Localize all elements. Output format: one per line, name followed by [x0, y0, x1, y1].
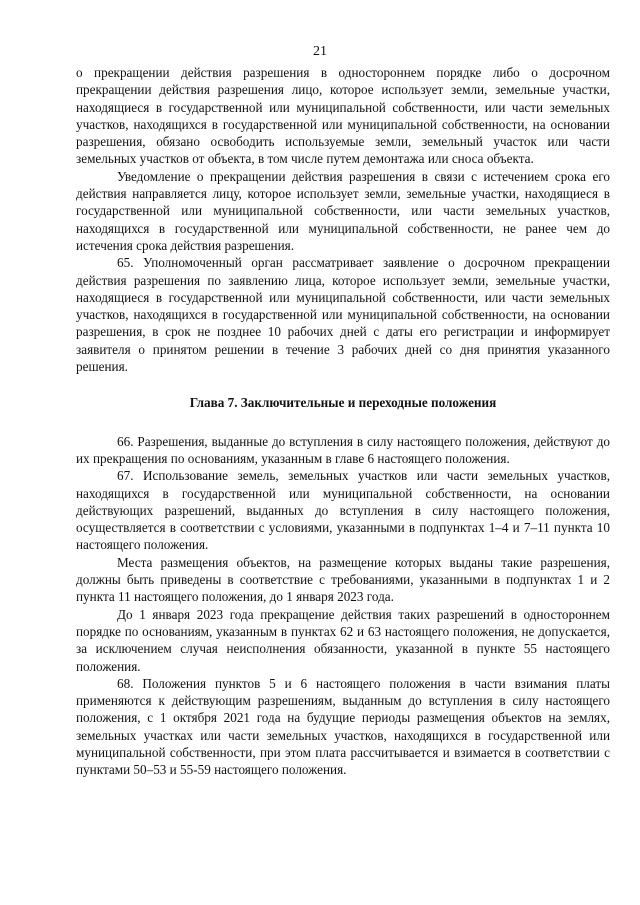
paragraph-66: 66. Разрешения, выданные до вступления в силу настоящего положения, действуют до их прекращения по основаниям, указанным в главе 6 настоящего положения.	[76, 433, 610, 466]
paragraph-67: 67. Использование земель, земельных участков или части земельных участков, находящихся в государственной или муниципальной собственности, на основании действующих разрешений, выданных до вступления в силу настоящего положения, осуществляется в соответствии с условиями, указанными в подпунктах 1–4 и 7–11 пункта 10 настоящего положения.	[76, 468, 610, 553]
paragraph-2023-deadline: До 1 января 2023 года прекращение действия таких разрешений в одностороннем порядке по основаниям, указанным в пунктах 62 и 63 настоящего положения, не допускается, за исключением случая неисполнения обязанности, указанной в пункте 55 настоящего положения.	[76, 606, 610, 674]
document-body	[76, 64, 610, 779]
page-number: 21	[313, 44, 327, 59]
paragraph-continuation: о прекращении действия разрешения в одностороннем порядке либо о досрочном прекращении действия разрешения лицо, которое использует земли, земельные участки, находящиеся в государственной или муниципальной собственности, или части земельных участков, находящихся в государственной или муниципальной собственности, на основании разрешения, обязано освободить используемые земли, земельный участок или части земельных участков от объекта, в том числе путем демонтажа или сноса объекта.	[76, 65, 610, 167]
paragraph-68: 68. Положения пунктов 5 и 6 настоящего положения в части взимания платы применяются к действующим разрешениям, выданным до вступления в силу настоящего положения, с 1 октября 2021 года на будущие периоды размещения объектов на землях, земельных участках или части земельных участков, находящихся в государственной или муниципальной собственности, при этом плата рассчитывается и взимается в соответствии с пунктами 50–53 и 55-59 настоящего положения.	[76, 675, 610, 778]
chapter-heading: Глава 7. Заключительные и переходные положения	[189, 395, 497, 411]
paragraph-65: 65. Уполномоченный орган рассматривает заявление о досрочном прекращении действия разрешения по заявлению лица, которое использует земли, земельные участки, находящиеся в государственной или муниципальной собственности, или части земельных участков, находящихся в государственной или муниципальной собственности, на основании разрешения, в срок не позднее 10 рабочих дней с даты его регистрации и информирует заявителя о принятом решении в течение 3 рабочих дней со дня принятия указанного решения.	[76, 255, 610, 375]
paragraph-notice: Уведомление о прекращении действия разрешения в связи с истечением срока его действия направляется лицу, которое использует земли, земельные участки, находящиеся в государственной или муниципальной собственности, или части земельных участков, находящихся в государственной или муниципальной собственности, не ранее чем до истечения срока действия разрешения.	[76, 168, 610, 253]
paragraph-placement: Места размещения объектов, на размещение которых выданы такие разрешения, должны быть приведены в соответствие с требованиями, указанными в подпунктах 1 и 2 пункта 11 настоящего положения, до 1 января 2023 года.	[76, 554, 610, 605]
